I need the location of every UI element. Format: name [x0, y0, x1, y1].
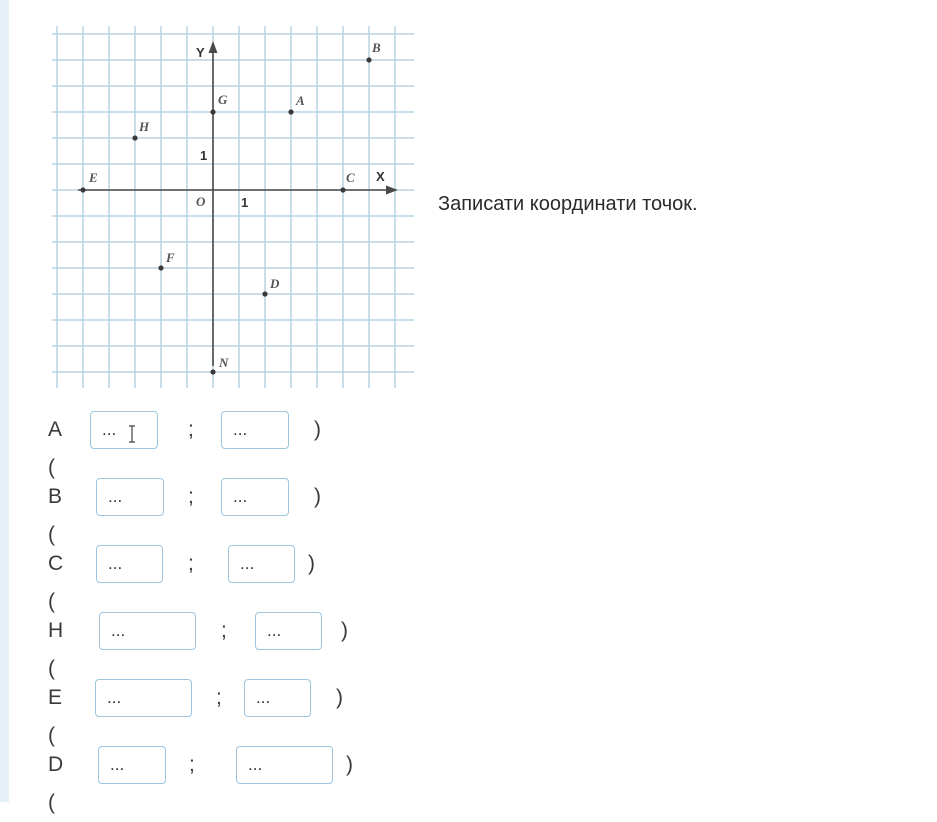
- point-f-label: F: [166, 250, 175, 265]
- close-paren: ): [336, 686, 343, 709]
- point-g-label: G: [218, 92, 228, 107]
- point-label: C (: [48, 552, 64, 613]
- origin-label: O: [196, 194, 206, 209]
- x-coord-input-c[interactable]: [96, 545, 163, 583]
- y-axis: [209, 41, 218, 366]
- x-axis: [78, 186, 398, 195]
- coordinate-grid-svg: [52, 26, 414, 388]
- point-a-dot: [288, 109, 293, 114]
- close-paren: ): [314, 418, 321, 441]
- y-coord-input-h[interactable]: [255, 612, 322, 650]
- close-paren: ): [308, 552, 315, 575]
- text-cursor-icon: [128, 425, 136, 443]
- y-coord-input-e[interactable]: [244, 679, 311, 717]
- point-n-label: N: [219, 355, 229, 370]
- x-coord-input-b[interactable]: [96, 478, 164, 516]
- points-layer: [80, 40, 381, 375]
- separator: ;: [188, 552, 194, 575]
- x-coord-input-a[interactable]: [90, 411, 158, 449]
- close-paren: ): [341, 619, 348, 642]
- point-d-dot: [262, 291, 267, 296]
- grid-lines: [52, 26, 414, 388]
- x-axis-label: X: [376, 169, 385, 184]
- close-paren: ): [346, 753, 353, 776]
- y-axis-label: Y: [196, 45, 205, 60]
- instruction-text: Записати координати точок.: [438, 193, 698, 215]
- y-coord-input-d[interactable]: [236, 746, 333, 784]
- page-left-strip: [0, 0, 9, 802]
- point-label: B (: [48, 485, 63, 546]
- point-b-label: B: [372, 40, 381, 55]
- point-b-dot: [366, 57, 371, 62]
- point-label: E (: [48, 686, 63, 747]
- point-h-dot: [132, 135, 137, 140]
- unit-y-label: 1: [200, 148, 208, 163]
- point-label: A (: [48, 418, 61, 479]
- unit-x-label: 1: [241, 195, 249, 210]
- point-h-label: H: [139, 119, 150, 134]
- point-f-dot: [158, 265, 163, 270]
- point-n-dot: [210, 369, 215, 374]
- y-coord-input-b[interactable]: [221, 478, 289, 516]
- y-coord-input-c[interactable]: [228, 545, 295, 583]
- separator: ;: [221, 619, 227, 642]
- y-coord-input-a[interactable]: [221, 411, 289, 449]
- point-c-dot: [340, 187, 345, 192]
- separator: ;: [188, 485, 194, 508]
- close-paren: ): [314, 485, 321, 508]
- x-coord-input-e[interactable]: [95, 679, 192, 717]
- separator: ;: [216, 686, 222, 709]
- point-e-label: E: [89, 170, 98, 185]
- separator: ;: [188, 418, 194, 441]
- point-a-label: A: [296, 93, 305, 108]
- point-e-dot: [80, 187, 85, 192]
- separator: ;: [189, 753, 195, 776]
- point-label: H (: [48, 619, 64, 680]
- point-c-label: C: [346, 170, 355, 185]
- point-g-dot: [210, 109, 215, 114]
- coordinate-grid-figure: [52, 26, 414, 388]
- x-coord-input-d[interactable]: [98, 746, 166, 784]
- point-d-label: D: [270, 276, 280, 291]
- y-axis-arrow-icon: [209, 41, 218, 53]
- x-coord-input-h[interactable]: [99, 612, 196, 650]
- x-axis-arrow-icon: [386, 186, 398, 195]
- point-label: D (: [48, 753, 64, 814]
